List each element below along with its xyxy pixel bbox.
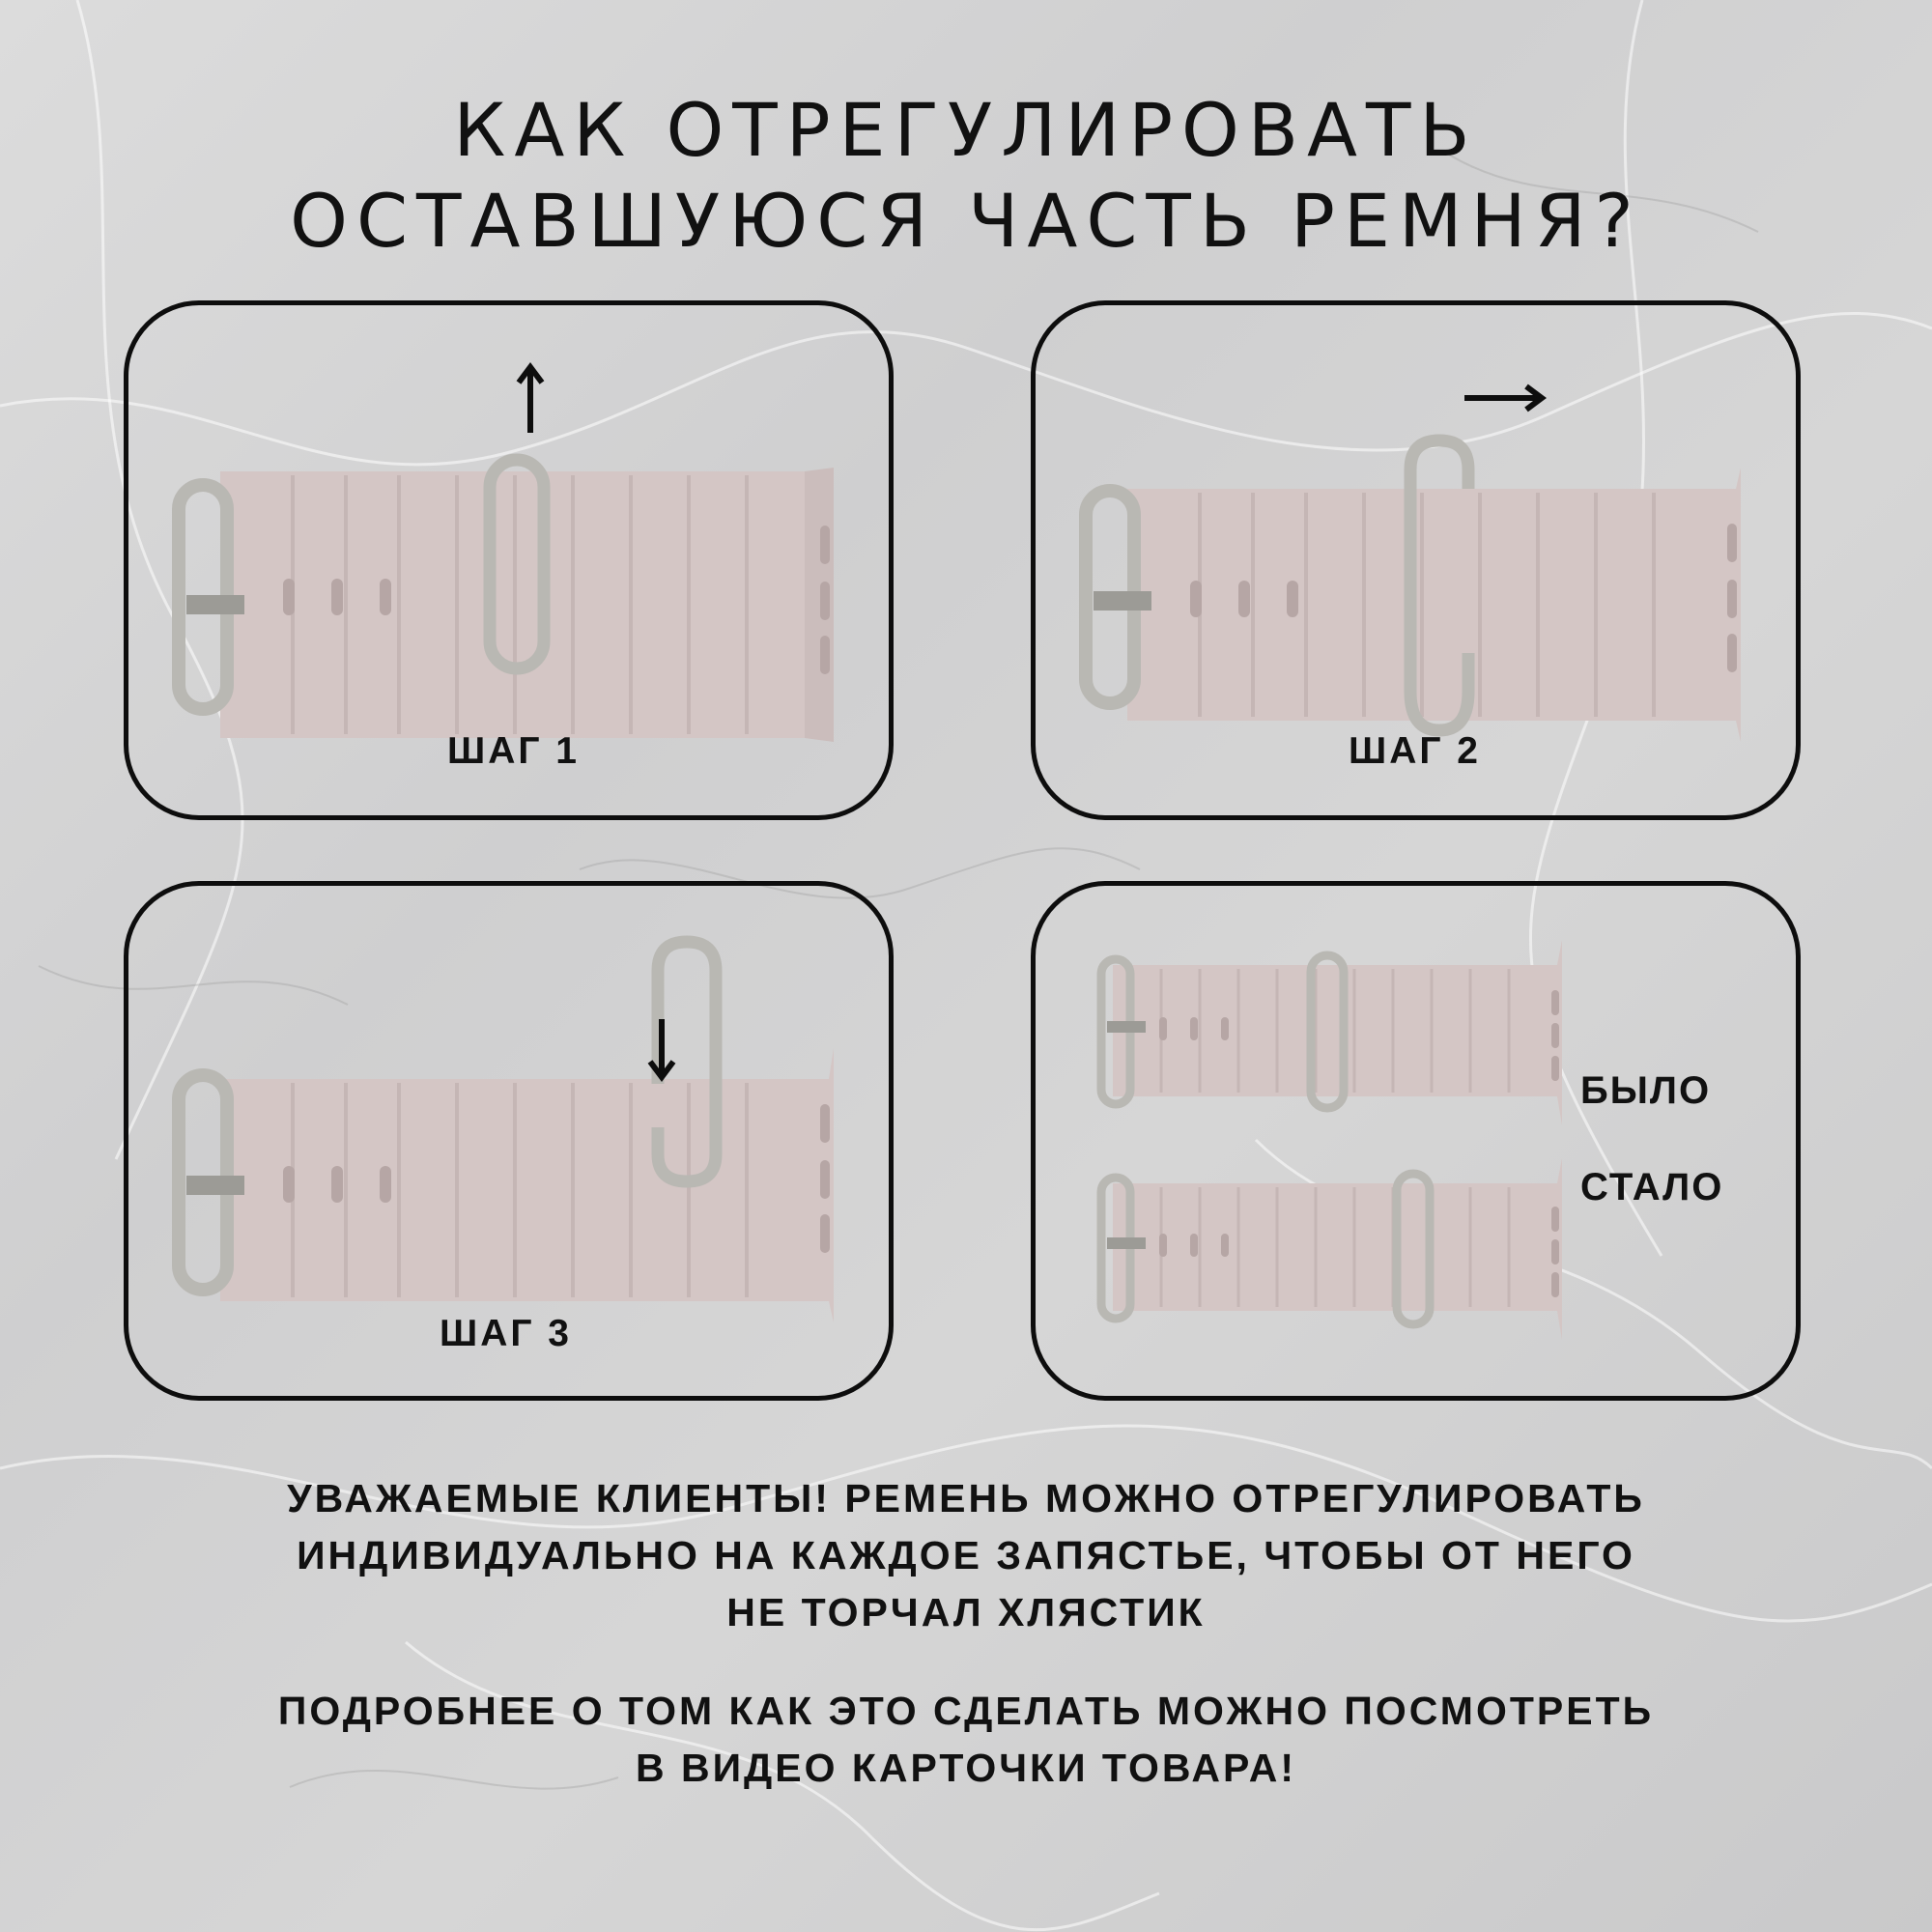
step-2-label: ШАГ 2 — [1349, 730, 1481, 772]
title-line-1: КАК ОТРЕГУЛИРОВАТЬ — [453, 87, 1479, 173]
notice-line-3: НЕ ТОРЧАЛ ХЛЯСТИК — [726, 1590, 1206, 1634]
comparison-panel — [1031, 881, 1801, 1401]
step-2-panel — [1031, 300, 1801, 820]
notice-line-2: ИНДИВИДУАЛЬНО НА КАЖДОЕ ЗАПЯСТЬЕ, ЧТОБЫ ОТ НЕГО — [297, 1533, 1635, 1577]
before-label: БЫЛО — [1580, 1069, 1712, 1112]
watch-strap — [220, 1048, 834, 1322]
notice-line-1: УВАЖАЕМЫЕ КЛИЕНТЫ! РЕМЕНЬ МОЖНО ОТРЕГУЛИРОВАТЬ — [287, 1476, 1645, 1520]
arrow-right-icon — [1464, 386, 1542, 410]
after-label: СТАЛО — [1580, 1166, 1724, 1208]
comparison-illustration — [1036, 886, 1805, 1406]
strap-before — [1101, 940, 1562, 1125]
step-1-panel — [124, 300, 894, 820]
video-hint-line-1: ПОДРОБНЕЕ О ТОМ КАК ЭТО СДЕЛАТЬ МОЖНО ПОСМОТРЕТЬ — [277, 1689, 1655, 1733]
watch-strap — [220, 468, 834, 742]
watch-strap — [1127, 468, 1741, 742]
step-3-panel — [124, 881, 894, 1401]
step-3-label: ШАГ 3 — [440, 1313, 572, 1354]
page-title — [0, 85, 1932, 267]
video-hint-line-2: В ВИДЕО КАРТОЧКИ ТОВАРА! — [635, 1746, 1297, 1790]
title-line-2: ОСТАВШУЮСЯ ЧАСТЬ РЕМНЯ? — [290, 178, 1642, 264]
strap-after — [1101, 1158, 1562, 1340]
customer-notice — [97, 1470, 1835, 1641]
arrow-up-icon — [519, 367, 542, 433]
video-hint — [97, 1683, 1835, 1797]
step-1-label: ШАГ 1 — [447, 730, 580, 772]
